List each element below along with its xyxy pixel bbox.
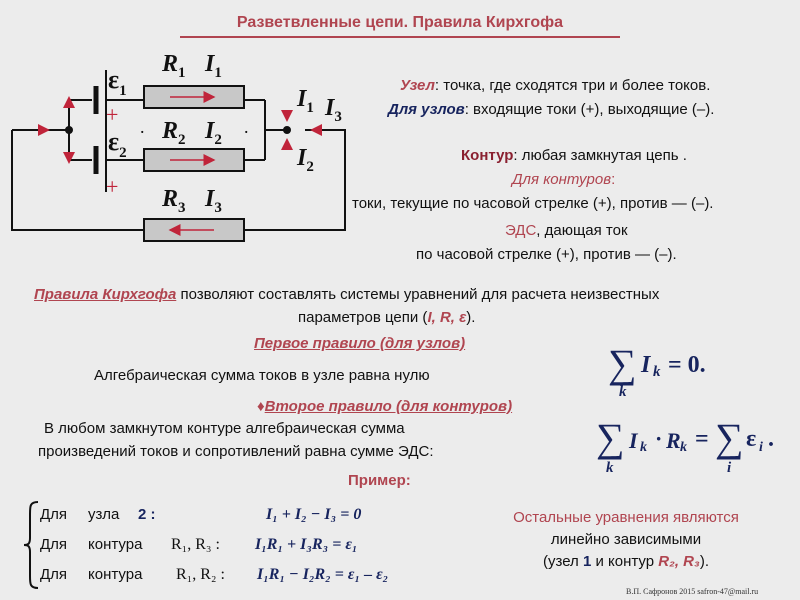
dependency-note: Остальные уравнения являются линейно зависимыми (узел 1 и контур R₂, R₃). (513, 509, 739, 570)
footer-credit: В.П. Сафронов 2015 safron-47@mail.ru (626, 587, 759, 596)
emf-rule-line2: по часовой стрелке (+), против — (–). (416, 246, 677, 263)
system-brace (22, 500, 40, 590)
rule2-text-line2: произведений токов и сопротивлений равна сумме ЭДС: (38, 443, 434, 460)
svg-text:.: . (244, 117, 249, 137)
arrow-left-up (63, 96, 75, 108)
svg-text:.: . (140, 117, 145, 137)
rule1-formula: ∑ k I k = 0. (608, 341, 706, 400)
i1-label: I (205, 51, 215, 77)
battery-2-plus: + (106, 174, 119, 199)
svg-text:I2: $I_2$ (297, 145, 314, 175)
diamond-bullet-icon: ♦ (257, 398, 265, 415)
svg-text:I2: $I_2$ (205, 118, 222, 148)
svg-text:R1: $R_1$ (162, 51, 186, 81)
loop-r1-r2-equation: I₁R₁ − I₂R₂ = ε₁ – ε₂ (257, 566, 389, 583)
example-row-1: Для узла 2 : I₁ + I₂ − I₃ = 0 (40, 506, 362, 523)
emf2-label: ε (108, 127, 120, 156)
loop-r1-r3-equation: I₁R₁ + I₃R₃ = ε₁ (255, 536, 358, 553)
arrow-right-up (281, 138, 293, 150)
svg-text:R2: $R_2$ (162, 118, 186, 148)
arrow-left-in (38, 124, 50, 136)
kirchhoff-intro-line2: параметров цепи (I, R, ε). (298, 309, 476, 326)
i3-label: I (205, 186, 215, 212)
svg-text:ε2: $\varepsilon_2$ (108, 127, 127, 161)
svg-text:I3: $I_3$ (325, 95, 342, 125)
rule2-text-line1: В любом замкнутом контуре алгебраическая сумма (44, 420, 405, 437)
example-row-2: Для контура R₁, R₃ : I₁R₁ + I₃R₃ = ε₁ (40, 536, 358, 553)
node-right-dot (283, 126, 291, 134)
battery-1-plus: + (106, 102, 119, 127)
svg-text:R3: $R_3$ (162, 186, 186, 216)
loop-definition: Контур: любая замкнутая цепь . (461, 147, 687, 164)
r2-label: R (162, 118, 179, 144)
node-definition: Узел: точка, где сходятся три и более токов. (400, 77, 711, 94)
node-sign-rule: Для узлов: входящие токи (+), выходящие (–). (388, 101, 715, 118)
circuit-diagram (0, 40, 360, 255)
svg-text:I1: $I_1$ (297, 86, 314, 116)
example-row-3: Для контура R₁, R₂ : I₁R₁ − I₂R₂ = ε₁ – ε₂ (40, 566, 389, 583)
svg-text:ε1: $\varepsilon_1$ (108, 65, 127, 99)
arrow-left-down (63, 152, 75, 164)
kirchhoff-intro: Правила Кирхгофа позволяют составлять системы уравнений для расчета неизвестных (34, 286, 660, 303)
node-left-dot (65, 126, 73, 134)
emf1-label: ε (108, 65, 120, 94)
rule1-heading: Первое правило (для узлов) (254, 335, 466, 352)
rule2-formula: ∑ k I k · R k = ∑ i ε i . (596, 415, 774, 476)
node-i2-label: I (297, 145, 307, 171)
node-i3-label: I (325, 95, 335, 121)
loop-rule-text: токи, текущие по часовой стрелке (+), против — (–). (352, 195, 714, 212)
arrow-right-out (310, 124, 322, 136)
example-heading: Пример: (348, 472, 411, 489)
slide-title: Разветвленные цепи. Правила Кирхгофа (236, 14, 564, 31)
r3-label: R (162, 186, 179, 212)
arrow-right-down (281, 110, 293, 122)
svg-text:I1: $I_1$ (205, 51, 222, 81)
i2-label: I (205, 118, 215, 144)
r1-label: R (162, 51, 179, 77)
node-i1-label: I (297, 86, 307, 112)
svg-text:I3: $I_3$ (205, 186, 222, 216)
loop-rule-heading: Для контуров: (512, 171, 616, 188)
rule1-text: Алгебраическая сумма токов в узле равна нулю (94, 367, 430, 384)
rule2-heading: ♦Второе правило (для контуров) (257, 398, 513, 415)
title-underline (180, 36, 620, 38)
node-2-equation: I₁ + I₂ − I₃ = 0 (266, 506, 362, 523)
emf-rule-line1: ЭДС, дающая ток (505, 222, 628, 239)
